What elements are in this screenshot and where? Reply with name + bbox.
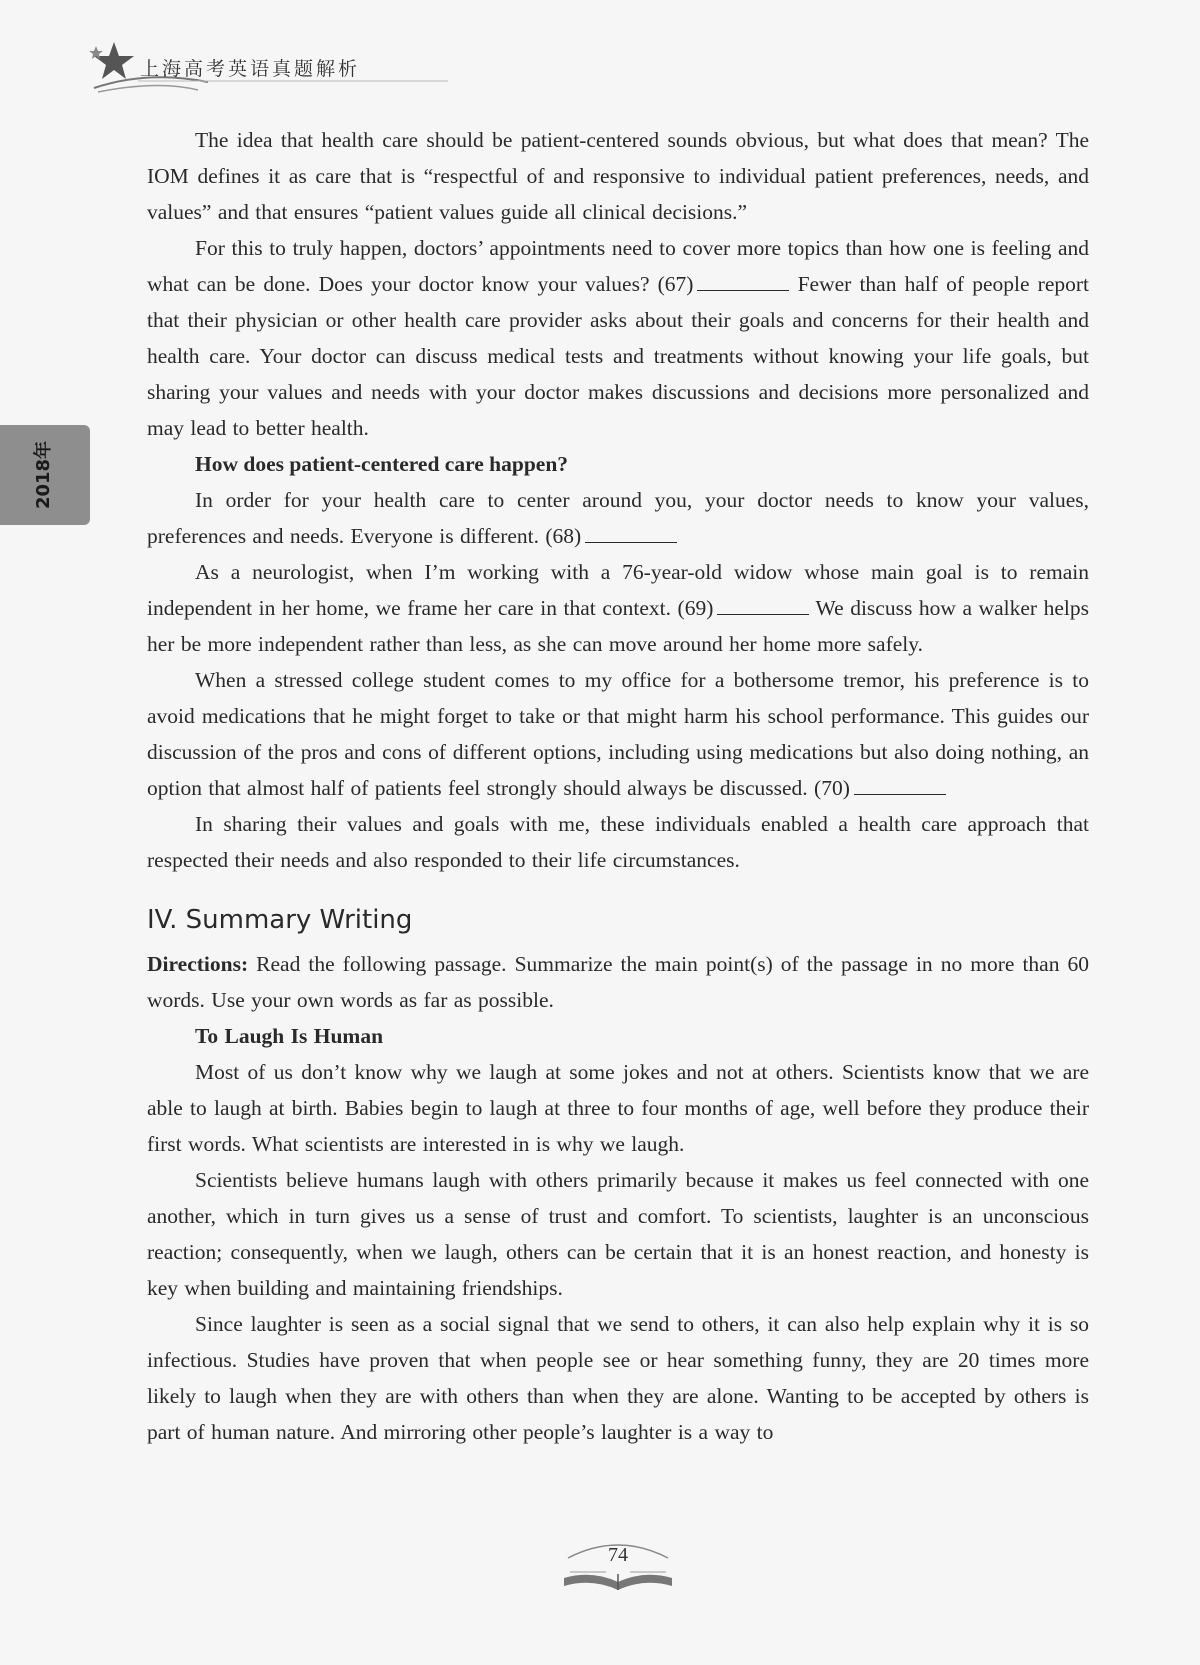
- answer-blank-70[interactable]: [854, 772, 946, 795]
- section-title: IV. Summary Writing: [147, 905, 413, 935]
- paragraph: The idea that health care should be patient-centered sounds obvious, but what does that mean? The IOM defines it as care that is “respectful of and responsive to individual patient preferences, needs, and values” and that ensures “patient values guide all clinical decisions.”: [147, 128, 1089, 224]
- directions: [147, 946, 1089, 1018]
- paragraph: [147, 662, 1089, 806]
- directions-label: Directions:: [147, 952, 249, 976]
- answer-blank-67[interactable]: [697, 268, 789, 291]
- answer-blank-69[interactable]: [717, 592, 809, 615]
- header-title: 上海高考英语真题解析: [140, 58, 361, 80]
- paragraph: [147, 482, 1089, 554]
- paragraph-text: We discuss how a walker helps her be more independent rather than less, as she can move around her home more safely.: [147, 596, 1089, 656]
- answer-blank-68[interactable]: [585, 520, 677, 543]
- paragraph: Since laughter is seen as a social signal that we send to others, it can also help explain why it is so infectious. Studies have proven that when people see or hear something funny, they are 20 times more likely to laugh when they are with others than when they are alone. Wanting to be accepted by others is part of human nature. And mirroring other people’s laughter is a way to: [147, 1312, 1089, 1444]
- paragraph-text: As a neurologist, when I’m working with a 76-year-old widow whose main goal is to remain independent in her home, we frame her care in that context. (69): [147, 560, 1089, 620]
- page-number: 74: [608, 1544, 628, 1566]
- paragraph: Scientists believe humans laugh with others primarily because it makes us feel connected with one another, which in turn gives us a sense of trust and comfort. To scientists, laughter is an unconscious reaction; consequently, when we laugh, others can be certain that it is an honest reaction, and honesty is key when building and maintaining friendships.: [147, 1168, 1089, 1300]
- main-content: [147, 122, 1089, 1450]
- passage-title: To Laugh Is Human: [195, 1024, 384, 1048]
- paragraph-text: When a stressed college student comes to my office for a bothersome tremor, his preference is to avoid medications that he might forget to take or that might harm his school performance. This guides our discussion of the pros and cons of different options, including using medications but also doing nothing, an option that almost half of patients feel strongly should always be discussed. (70): [147, 668, 1089, 800]
- paragraph: [147, 230, 1089, 446]
- paragraph: In sharing their values and goals with me, these individuals enabled a health care approach that respected their needs and also responded to their life circumstances.: [147, 812, 1089, 872]
- running-header: [88, 40, 508, 110]
- paragraph-text: For this to truly happen, doctors’ appointments need to cover more topics than how one is feeling and what can be done. Does your doctor know your values? (67): [147, 236, 1089, 296]
- paragraph-text: In order for your health care to center around you, your doctor needs to know your values, preferences and needs. Everyone is different. (68): [147, 488, 1089, 548]
- paragraph: [147, 554, 1089, 662]
- subheading: How does patient-centered care happen?: [195, 452, 569, 476]
- paragraph: Most of us don’t know why we laugh at some jokes and not at others. Scientists know that we are able to laugh at birth. Babies begin to laugh at three to four months of age, well before they produce their first words. What scientists are interested in is why we laugh.: [147, 1060, 1089, 1156]
- year-side-tab: [0, 425, 90, 525]
- year-label: 2018年: [33, 440, 54, 510]
- page-footer: [558, 1538, 678, 1598]
- directions-text: Read the following passage. Summarize the main point(s) of the passage in no more than 60 words. Use your own words as far as possible.: [147, 952, 1090, 1012]
- paragraph-text: Fewer than half of people report that their physician or other health care provider asks about their goals and concerns for their health and health care. Your doctor can discuss medical tests and treatments without knowing your life goals, but sharing your values and needs with your doctor makes discussions and decisions more personalized and may lead to better health.: [147, 272, 1089, 440]
